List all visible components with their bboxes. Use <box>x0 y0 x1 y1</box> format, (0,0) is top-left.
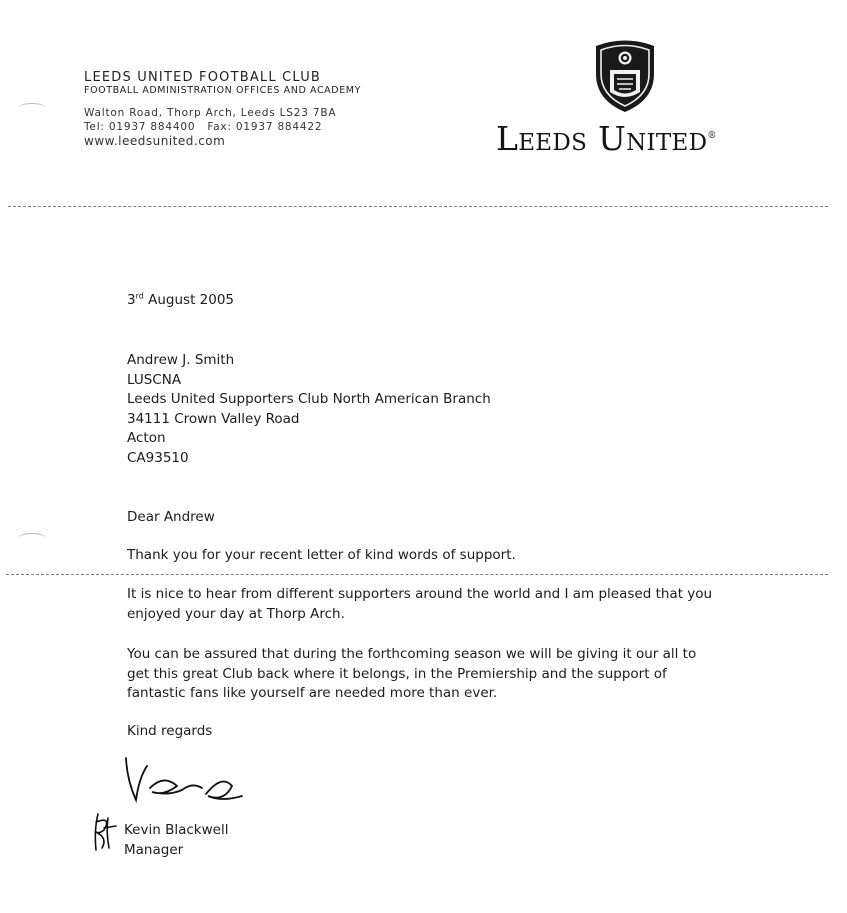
signer-title: Manager <box>124 841 184 858</box>
recipient-address <box>127 351 491 468</box>
salutation: Dear Andrew <box>127 509 215 525</box>
paragraph-line: fantastic fans like yourself are needed more than ever. <box>127 685 498 701</box>
paragraph-line: enjoyed your day at Thorp Arch. <box>127 605 345 622</box>
letterhead-address-block <box>84 70 361 148</box>
club-subtitle: FOOTBALL ADMINISTRATION OFFICES AND ACADEMY <box>84 85 361 96</box>
closing-phrase: Kind regards <box>127 723 213 739</box>
paragraph-line: get this great Club back where it belongs, in the Premiership and the support of <box>127 665 667 682</box>
signer-name: Kevin Blackwell <box>124 822 229 838</box>
punch-hole-mark-top <box>18 103 46 114</box>
recipient-organisation: Leeds United Supporters Club North American Branch <box>127 391 491 407</box>
date-month-year: August 2005 <box>143 292 235 308</box>
club-website: www.leedsunited.com <box>84 134 226 148</box>
paragraph-thanks: Thank you for your recent letter of kind words of support. <box>127 547 516 563</box>
signer-block <box>124 821 228 860</box>
fold-rule <box>6 574 828 575</box>
paragraph-supporters <box>127 585 712 624</box>
brand-wordmark <box>496 116 717 159</box>
brand-name-text: Leeds United <box>496 119 708 158</box>
recipient-organisation-abbr: LUSCNA <box>127 371 182 388</box>
punch-hole-mark-bottom <box>18 533 46 544</box>
recipient-street: 34111 Crown Valley Road <box>127 410 300 427</box>
paragraph-line: It is nice to hear from different supporters around the world and I am pleased that you <box>127 586 713 602</box>
recipient-city: Acton <box>127 430 166 446</box>
club-address: Walton Road, Thorp Arch, Leeds LS23 7BA <box>84 107 337 119</box>
date-day: 3 <box>127 292 136 308</box>
handwritten-signature <box>120 752 245 812</box>
club-crest-icon <box>590 38 660 114</box>
club-name: LEEDS UNITED FOOTBALL CLUB <box>84 70 322 85</box>
club-fax: Fax: 01937 884422 <box>207 121 323 133</box>
letter-date <box>127 291 234 311</box>
handwritten-initials <box>86 808 122 856</box>
paragraph-season <box>127 645 696 704</box>
header-rule <box>8 206 828 207</box>
date-suffix: rd <box>135 291 144 301</box>
club-telephone: Tel: 01937 884400 <box>84 121 196 133</box>
paragraph-line: You can be assured that during the forthcoming season we will be giving it our all to <box>127 646 697 662</box>
registered-mark: ® <box>707 131 717 141</box>
club-phone-line <box>84 120 361 134</box>
recipient-postcode: CA93510 <box>127 449 189 466</box>
recipient-name: Andrew J. Smith <box>127 352 235 368</box>
